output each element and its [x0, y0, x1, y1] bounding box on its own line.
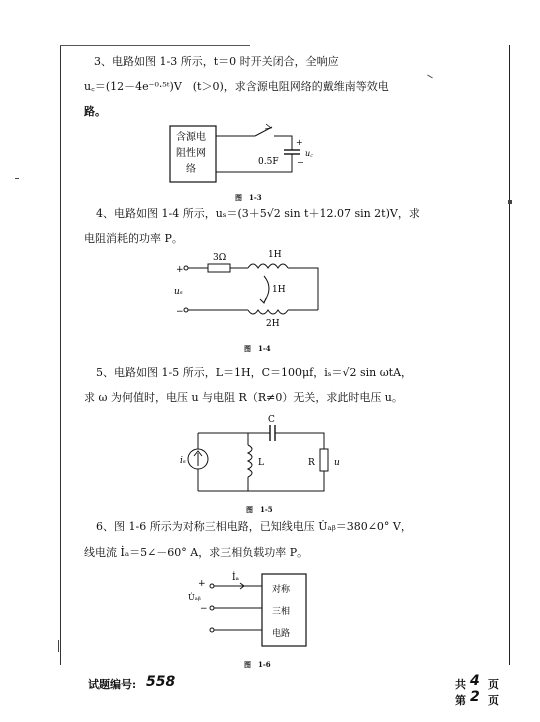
l-label: L — [258, 458, 264, 468]
scan-mark — [508, 200, 512, 204]
caption-1-6: 图 1-6 — [244, 660, 271, 669]
total-pages-number: 4 — [470, 673, 480, 689]
network-box-line-2: 阻性网 — [176, 148, 206, 159]
mutual-coupling-arrow — [264, 276, 269, 302]
us-label: uₛ — [174, 287, 183, 297]
box-line-3: 电路 — [272, 629, 291, 639]
figure-1-5-circuit — [178, 415, 348, 501]
page-number-suffix: 页 — [488, 694, 499, 707]
exam-number-label: 试题编号: — [88, 678, 137, 691]
resistor-3ohm — [208, 264, 230, 272]
uab-label: U̇ₐᵦ — [188, 593, 201, 602]
network-box-line-3: 络 — [186, 164, 196, 175]
figure-1-4-circuit — [168, 250, 338, 330]
network-box-line-1: 含源电 — [176, 132, 206, 143]
total-pages-prefix: 共 — [455, 678, 466, 691]
ia-label: İₐ — [232, 573, 240, 583]
cap-minus: − — [297, 158, 304, 167]
q3-line-1: 3、电路如图 1-3 所示，t＝0 时开关闭合，全响应 — [94, 55, 339, 68]
l1-label: 1H — [268, 250, 282, 260]
frame-top-rule — [60, 45, 250, 46]
cap-value: 0.5F — [258, 157, 279, 167]
inductor-1 — [248, 264, 288, 268]
page-number: 2 — [470, 689, 480, 705]
box-line-2: 三相 — [272, 607, 291, 617]
current-arrow — [230, 583, 244, 589]
q6-line-2: 线电流 İₐ＝5∠－60° A，求三相负载功率 P。 — [84, 546, 309, 559]
uc-label: u꜀ — [305, 149, 313, 158]
q5-line-2: 求 ω 为何值时，电压 u 与电阻 R（R≠0）无关，求此时电压 u。 — [84, 391, 403, 404]
uab-minus: − — [200, 604, 208, 614]
q4-line-1: 4、电路如图 1-4 所示，uₛ＝(3＋5√2 sin t＋12.07 sin 2t)V，求 — [96, 207, 420, 220]
total-pages-suffix: 页 — [488, 678, 499, 691]
scan-mark — [15, 178, 19, 179]
q5-line-1: 5、电路如图 1-5 所示，L＝1H，C＝100μf，iₛ＝√2 sin ωtA， — [96, 366, 413, 379]
q3-line-2: u꜀＝(12－4e⁻⁰·⁵ᵗ)V (t＞0)，求含源电阻网络的戴维南等效电 — [84, 80, 389, 93]
figure-1-3-circuit — [160, 118, 340, 190]
r-label: 3Ω — [213, 253, 227, 263]
src-minus: − — [176, 307, 184, 317]
q6-line-1: 6、图 1-6 所示为对称三相电路，已知线电压 U̇ₐᵦ＝380∠0° V， — [96, 520, 412, 533]
r-label: R — [308, 458, 315, 468]
src-plus: + — [176, 265, 184, 275]
box-line-1: 对称 — [272, 585, 291, 595]
inductor-l — [248, 445, 252, 477]
l2-label: 2H — [266, 319, 280, 329]
uab-plus: + — [198, 579, 206, 589]
resistor-r — [320, 449, 328, 471]
q3-line-3: 路。 — [84, 105, 106, 118]
caption-1-5: 图 1-5 — [246, 505, 273, 514]
exam-number: 558 — [146, 674, 176, 690]
is-label: iₛ — [180, 456, 186, 466]
caption-1-3: 图 1-3 — [235, 193, 262, 202]
c-label: C — [268, 415, 275, 425]
q4-line-2: 电阻消耗的功率 P。 — [84, 232, 183, 245]
scan-mark — [58, 640, 59, 652]
figure-1-6-circuit — [186, 566, 326, 650]
page-number-prefix: 第 — [455, 694, 466, 707]
cap-plus: + — [296, 138, 303, 147]
mutual-label: 1H — [272, 285, 286, 295]
u-label: u — [334, 458, 340, 468]
caption-1-4: 图 1-4 — [244, 344, 271, 353]
inductor-2 — [248, 310, 288, 314]
